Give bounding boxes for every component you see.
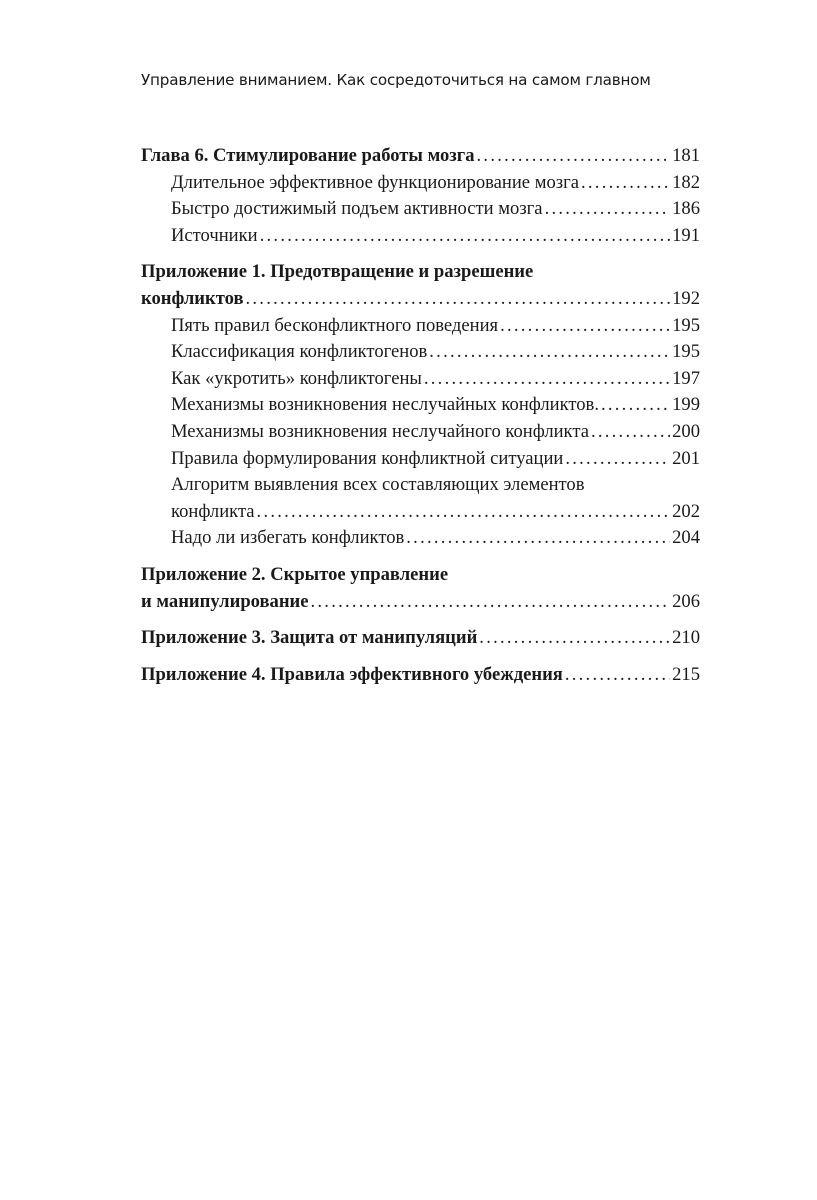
toc-entry — [141, 196, 700, 223]
toc-entry-page: 202 — [672, 500, 700, 522]
toc-entry — [141, 419, 700, 446]
toc-entry — [141, 472, 700, 525]
toc-entry-page: 182 — [672, 171, 700, 193]
toc-entry-title-line1: Алгоритм выявления всех составляющих элементов — [171, 474, 585, 496]
dot-leader — [581, 170, 670, 197]
toc-entry-title: Правила формулирования конфликтной ситуации — [171, 447, 564, 469]
toc-entry — [141, 223, 700, 250]
toc-entry-title: Механизмы возникновения неслучайных конфликтов. — [171, 394, 599, 416]
toc-entry-page: 181 — [672, 145, 700, 166]
toc-entry-page: 204 — [672, 527, 700, 549]
dot-leader — [477, 143, 671, 170]
toc-entry — [141, 143, 700, 170]
toc-entry-page: 186 — [672, 198, 700, 220]
toc-entry-page: 195 — [672, 314, 700, 336]
running-head: Управление вниманием. Как сосредоточиться на самом главном — [141, 71, 651, 89]
toc-entry-title: Быстро достижимый подъем активности мозга — [171, 198, 543, 220]
dot-leader — [311, 589, 671, 616]
toc-entry-title-line1: Приложение 1. Предотвращение и разрешение — [141, 261, 534, 283]
toc-entry — [141, 446, 700, 473]
toc-entry-title: Длительное эффективное функционирование мозга — [171, 171, 579, 193]
dot-leader — [260, 223, 670, 250]
toc-entry-title: Пять правил бесконфликтного поведения — [171, 314, 499, 336]
toc-entry-title: Источники — [171, 224, 258, 246]
toc-entry-title: Классификация конфликтогенов — [171, 341, 428, 363]
dot-leader — [500, 313, 670, 340]
dot-leader — [545, 196, 671, 223]
dot-leader — [406, 525, 670, 552]
dot-leader — [565, 446, 670, 473]
toc-entry — [141, 259, 700, 312]
dot-leader — [565, 662, 670, 689]
table-of-contents — [141, 143, 700, 688]
toc-entry — [141, 662, 700, 689]
toc-entry — [141, 170, 700, 197]
toc-entry-title-line1: Приложение 2. Скрытое управление — [141, 563, 449, 585]
toc-entry-page: 199 — [672, 394, 700, 416]
toc-entry-page: 192 — [672, 287, 700, 309]
toc-entry-page: 215 — [672, 663, 700, 685]
dot-leader — [246, 286, 671, 313]
toc-entry-page: 197 — [672, 367, 700, 389]
toc-entry — [141, 366, 700, 393]
dot-leader — [424, 366, 670, 393]
toc-entry-title: Приложение 4. Правила эффективного убеждения — [141, 663, 563, 685]
toc-entry — [141, 562, 700, 615]
dot-leader — [479, 625, 670, 652]
toc-entry-title: конфликтов — [141, 287, 244, 309]
dot-leader — [591, 419, 670, 446]
toc-entry-title: Надо ли избегать конфликтов — [171, 527, 405, 549]
dot-leader — [601, 392, 670, 419]
toc-entry-page: 195 — [672, 341, 700, 363]
toc-entry — [141, 313, 700, 340]
toc-entry — [141, 525, 700, 552]
toc-entry-title: Приложение 3. Защита от манипуляций — [141, 627, 478, 649]
toc-entry-page: 201 — [672, 447, 700, 469]
toc-entry-title: Как «укротить» конфликтогены — [171, 367, 422, 389]
toc-entry-title: конфликта — [171, 500, 255, 522]
dot-leader — [429, 339, 670, 366]
toc-entry-page: 191 — [672, 224, 700, 246]
toc-entry — [141, 625, 700, 652]
toc-entry-title: и манипулирование — [141, 590, 309, 612]
toc-entry — [141, 339, 700, 366]
toc-entry-page: 206 — [672, 590, 700, 612]
toc-entry-page: 210 — [672, 627, 700, 649]
toc-entry-title: Механизмы возникновения неслучайного конфликта — [171, 420, 589, 442]
toc-entry-page: 200 — [672, 420, 700, 442]
dot-leader — [257, 499, 671, 526]
toc-entry-title: Глава 6. Стимулирование работы мозга — [141, 145, 475, 166]
toc-entry — [141, 392, 700, 419]
